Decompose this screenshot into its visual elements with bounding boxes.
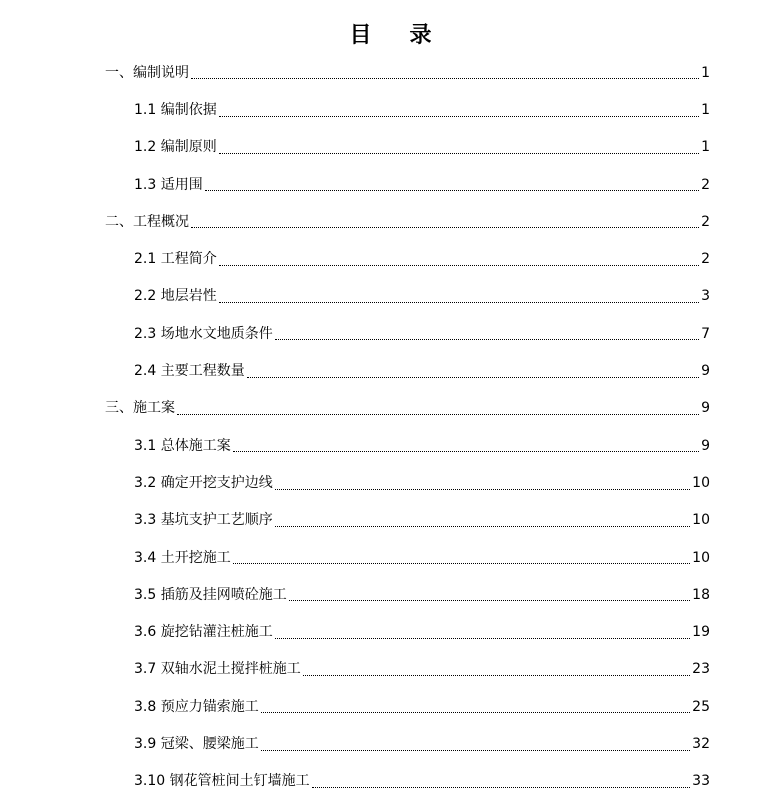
- toc-entry-label: 1.3 适用围: [134, 176, 203, 193]
- toc-dot-leader: [275, 489, 690, 490]
- toc-entry-page: 3: [701, 288, 710, 305]
- toc-entry-label: 2.1 工程简介: [134, 251, 217, 268]
- toc-entry[interactable]: [0, 502, 781, 539]
- toc-dot-leader: [261, 712, 690, 713]
- toc-entry-label: 3.9 冠梁、腰梁施工: [134, 735, 259, 752]
- toc-entry[interactable]: [0, 763, 781, 800]
- toc-entry-page: 9: [701, 437, 710, 454]
- toc-entry[interactable]: [0, 427, 781, 464]
- toc-entry-label: 2.4 主要工程数量: [134, 363, 245, 380]
- toc-entry[interactable]: [0, 129, 781, 166]
- toc-title: [0, 18, 781, 49]
- toc-entry-label: 一、编制说明: [105, 64, 189, 81]
- toc-entry-label: 3.7 双轴水泥土搅拌桩施工: [134, 661, 301, 678]
- toc-entry-page: 9: [701, 400, 710, 417]
- toc-entry[interactable]: [0, 352, 781, 389]
- toc-dot-leader: [219, 153, 699, 154]
- toc-dot-leader: [191, 227, 699, 228]
- toc-entry[interactable]: [0, 464, 781, 501]
- toc-entry-label: 3.4 土开挖施工: [134, 549, 231, 566]
- toc-dot-leader: [177, 414, 699, 415]
- toc-list: [0, 54, 781, 800]
- toc-dot-leader: [275, 638, 690, 639]
- toc-dot-leader: [205, 190, 699, 191]
- toc-dot-leader: [312, 787, 691, 788]
- toc-entry-page: 10: [692, 549, 710, 566]
- toc-entry[interactable]: [0, 54, 781, 91]
- toc-dot-leader: [191, 78, 699, 79]
- toc-entry-label: 三、施工案: [105, 400, 175, 417]
- toc-entry-page: 33: [692, 773, 710, 790]
- toc-entry[interactable]: [0, 613, 781, 650]
- toc-dot-leader: [219, 265, 699, 266]
- toc-entry[interactable]: [0, 651, 781, 688]
- toc-entry-page: 2: [701, 176, 710, 193]
- toc-entry[interactable]: [0, 203, 781, 240]
- toc-entry-page: 10: [692, 512, 710, 529]
- toc-entry[interactable]: [0, 166, 781, 203]
- toc-entry-label: 1.2 编制原则: [134, 139, 217, 156]
- toc-dot-leader: [261, 750, 690, 751]
- toc-dot-leader: [233, 451, 699, 452]
- toc-entry[interactable]: [0, 576, 781, 613]
- toc-entry-label: 3.10 钢花管桩间土钉墙施工: [134, 773, 310, 790]
- toc-entry-label: 2.2 地层岩性: [134, 288, 217, 305]
- toc-entry[interactable]: [0, 315, 781, 352]
- toc-entry-page: 9: [701, 363, 710, 380]
- toc-entry-page: 18: [692, 586, 710, 603]
- toc-dot-leader: [275, 339, 699, 340]
- toc-dot-leader: [219, 302, 699, 303]
- toc-entry-page: 19: [692, 624, 710, 641]
- toc-entry[interactable]: [0, 240, 781, 277]
- toc-entry-page: 1: [701, 64, 710, 81]
- toc-entry[interactable]: [0, 688, 781, 725]
- toc-title-char-2: 录: [409, 23, 432, 48]
- toc-entry-page: 10: [692, 474, 710, 491]
- toc-dot-leader: [233, 563, 690, 564]
- toc-entry-page: 2: [701, 213, 710, 230]
- toc-entry-page: 25: [692, 698, 710, 715]
- toc-entry-label: 3.3 基坑支护工艺顺序: [134, 512, 273, 529]
- toc-title-char-1: 目: [349, 23, 372, 48]
- toc-dot-leader: [303, 675, 690, 676]
- toc-entry-page: 32: [692, 735, 710, 752]
- toc-entry-label: 3.1 总体施工案: [134, 437, 231, 454]
- toc-dot-leader: [275, 526, 690, 527]
- toc-entry-label: 2.3 场地水文地质条件: [134, 325, 273, 342]
- toc-entry[interactable]: [0, 539, 781, 576]
- toc-entry-page: 1: [701, 101, 710, 118]
- toc-entry-label: 二、工程概况: [105, 213, 189, 230]
- toc-entry-label: 3.2 确定开挖支护边线: [134, 474, 273, 491]
- toc-entry-page: 7: [701, 325, 710, 342]
- toc-dot-leader: [247, 377, 699, 378]
- toc-entry-label: 3.5 插筋及挂网喷砼施工: [134, 586, 287, 603]
- toc-entry[interactable]: [0, 278, 781, 315]
- toc-dot-leader: [219, 116, 699, 117]
- toc-entry[interactable]: [0, 390, 781, 427]
- toc-entry-page: 1: [701, 139, 710, 156]
- toc-entry-label: 3.8 预应力锚索施工: [134, 698, 259, 715]
- toc-entry-label: 1.1 编制依据: [134, 101, 217, 118]
- toc-dot-leader: [289, 600, 690, 601]
- toc-entry-label: 3.6 旋挖钻灌注桩施工: [134, 624, 273, 641]
- toc-entry-page: 2: [701, 251, 710, 268]
- toc-entry-page: 23: [692, 661, 710, 678]
- toc-entry[interactable]: [0, 725, 781, 762]
- toc-entry[interactable]: [0, 91, 781, 128]
